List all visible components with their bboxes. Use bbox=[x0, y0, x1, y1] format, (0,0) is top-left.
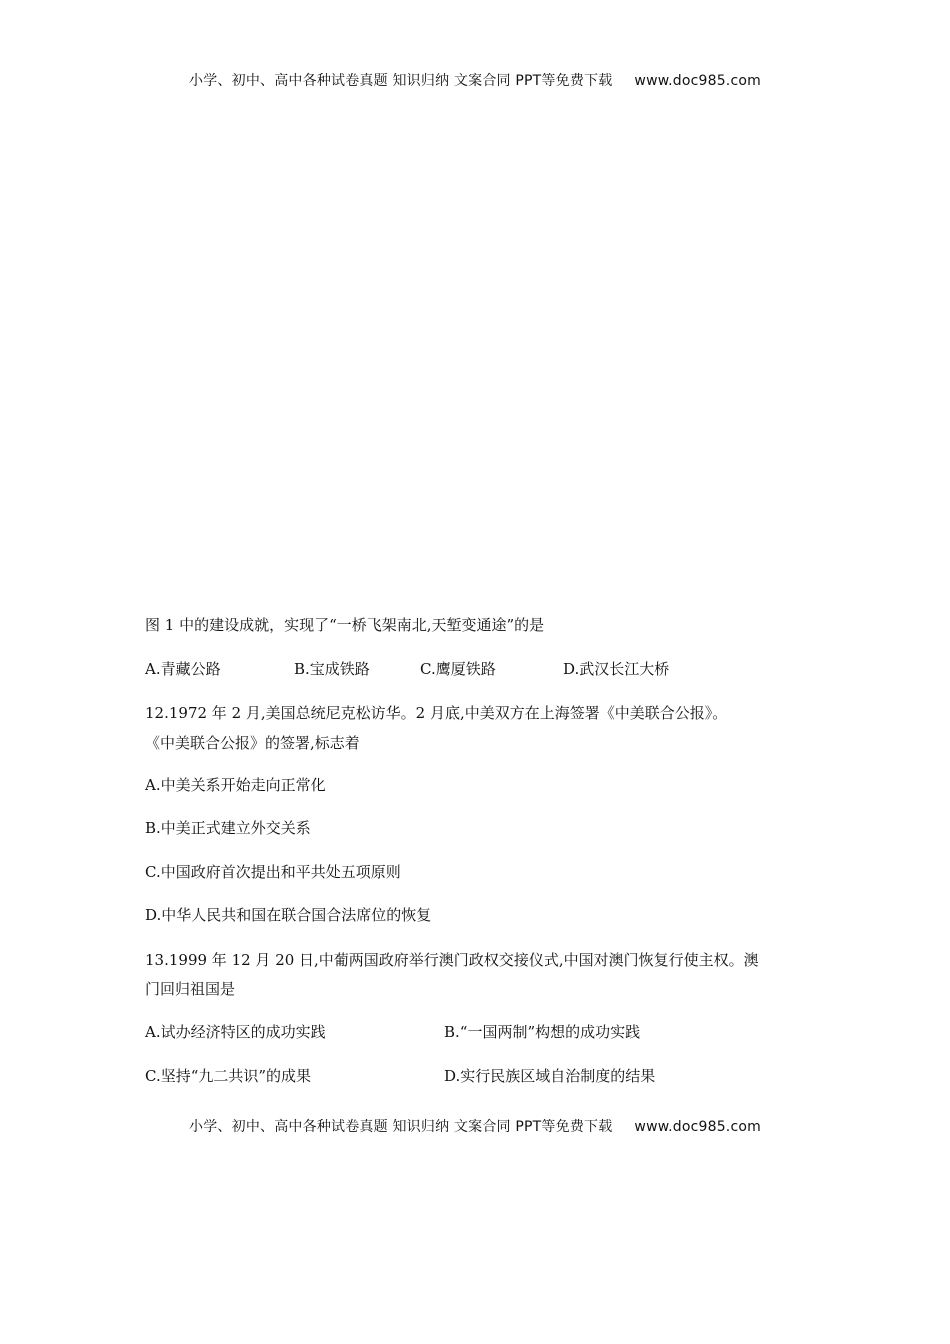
header-site-link[interactable]: www.doc985.com bbox=[634, 73, 761, 89]
question-13-option-c: C.坚持“九二共识”的成果 bbox=[145, 1067, 312, 1085]
page-footer bbox=[0, 1116, 950, 1136]
footer-text: 小学、初中、高中各种试卷真题 知识归纳 文案合同 PPT等免费下载 bbox=[189, 1119, 613, 1135]
question-12-option-b: B.中美正式建立外交关系 bbox=[145, 819, 311, 837]
question-12-option-a: A.中美关系开始走向正常化 bbox=[145, 776, 326, 794]
question-13-stem-line-2: 门回归祖国是 bbox=[145, 980, 236, 998]
question-13-option-d: D.实行民族区域自治制度的结果 bbox=[444, 1067, 656, 1085]
question-12-option-d: D.中华人民共和国在联合国合法席位的恢复 bbox=[145, 906, 432, 924]
header-text: 小学、初中、高中各种试卷真题 知识归纳 文案合同 PPT等免费下载 bbox=[189, 73, 613, 89]
question-13-option-a: A.试办经济特区的成功实践 bbox=[145, 1023, 326, 1041]
figure-1-image-area bbox=[145, 110, 805, 590]
footer-site-link[interactable]: www.doc985.com bbox=[634, 1119, 761, 1135]
question-11-option-c: C.鹰厦铁路 bbox=[420, 660, 496, 678]
question-12-stem-line-2: 《中美联合公报》的签署,标志着 bbox=[145, 734, 360, 752]
question-11-option-d: D.武汉长江大桥 bbox=[563, 660, 670, 678]
question-12-stem-line-1: 12.1972 年 2 月,美国总统尼克松访华。2 月底,中美双方在上海签署《中美联合公报》。 bbox=[145, 704, 728, 722]
question-13-stem-line-1: 13.1999 年 12 月 20 日,中葡两国政府举行澳门政权交接仪式,中国对澳门恢复行使主权。澳 bbox=[145, 951, 759, 969]
page-header bbox=[0, 70, 950, 90]
question-11-option-a: A.青藏公路 bbox=[145, 660, 221, 678]
question-13-option-b: B.“一国两制”构想的成功实践 bbox=[444, 1023, 641, 1041]
question-12-option-c: C.中国政府首次提出和平共处五项原则 bbox=[145, 863, 401, 881]
question-11-option-b: B.宝成铁路 bbox=[294, 660, 370, 678]
question-11-stem: 图 1 中的建设成就，实现了“一桥飞架南北,天堑变通途”的是 bbox=[145, 616, 545, 634]
